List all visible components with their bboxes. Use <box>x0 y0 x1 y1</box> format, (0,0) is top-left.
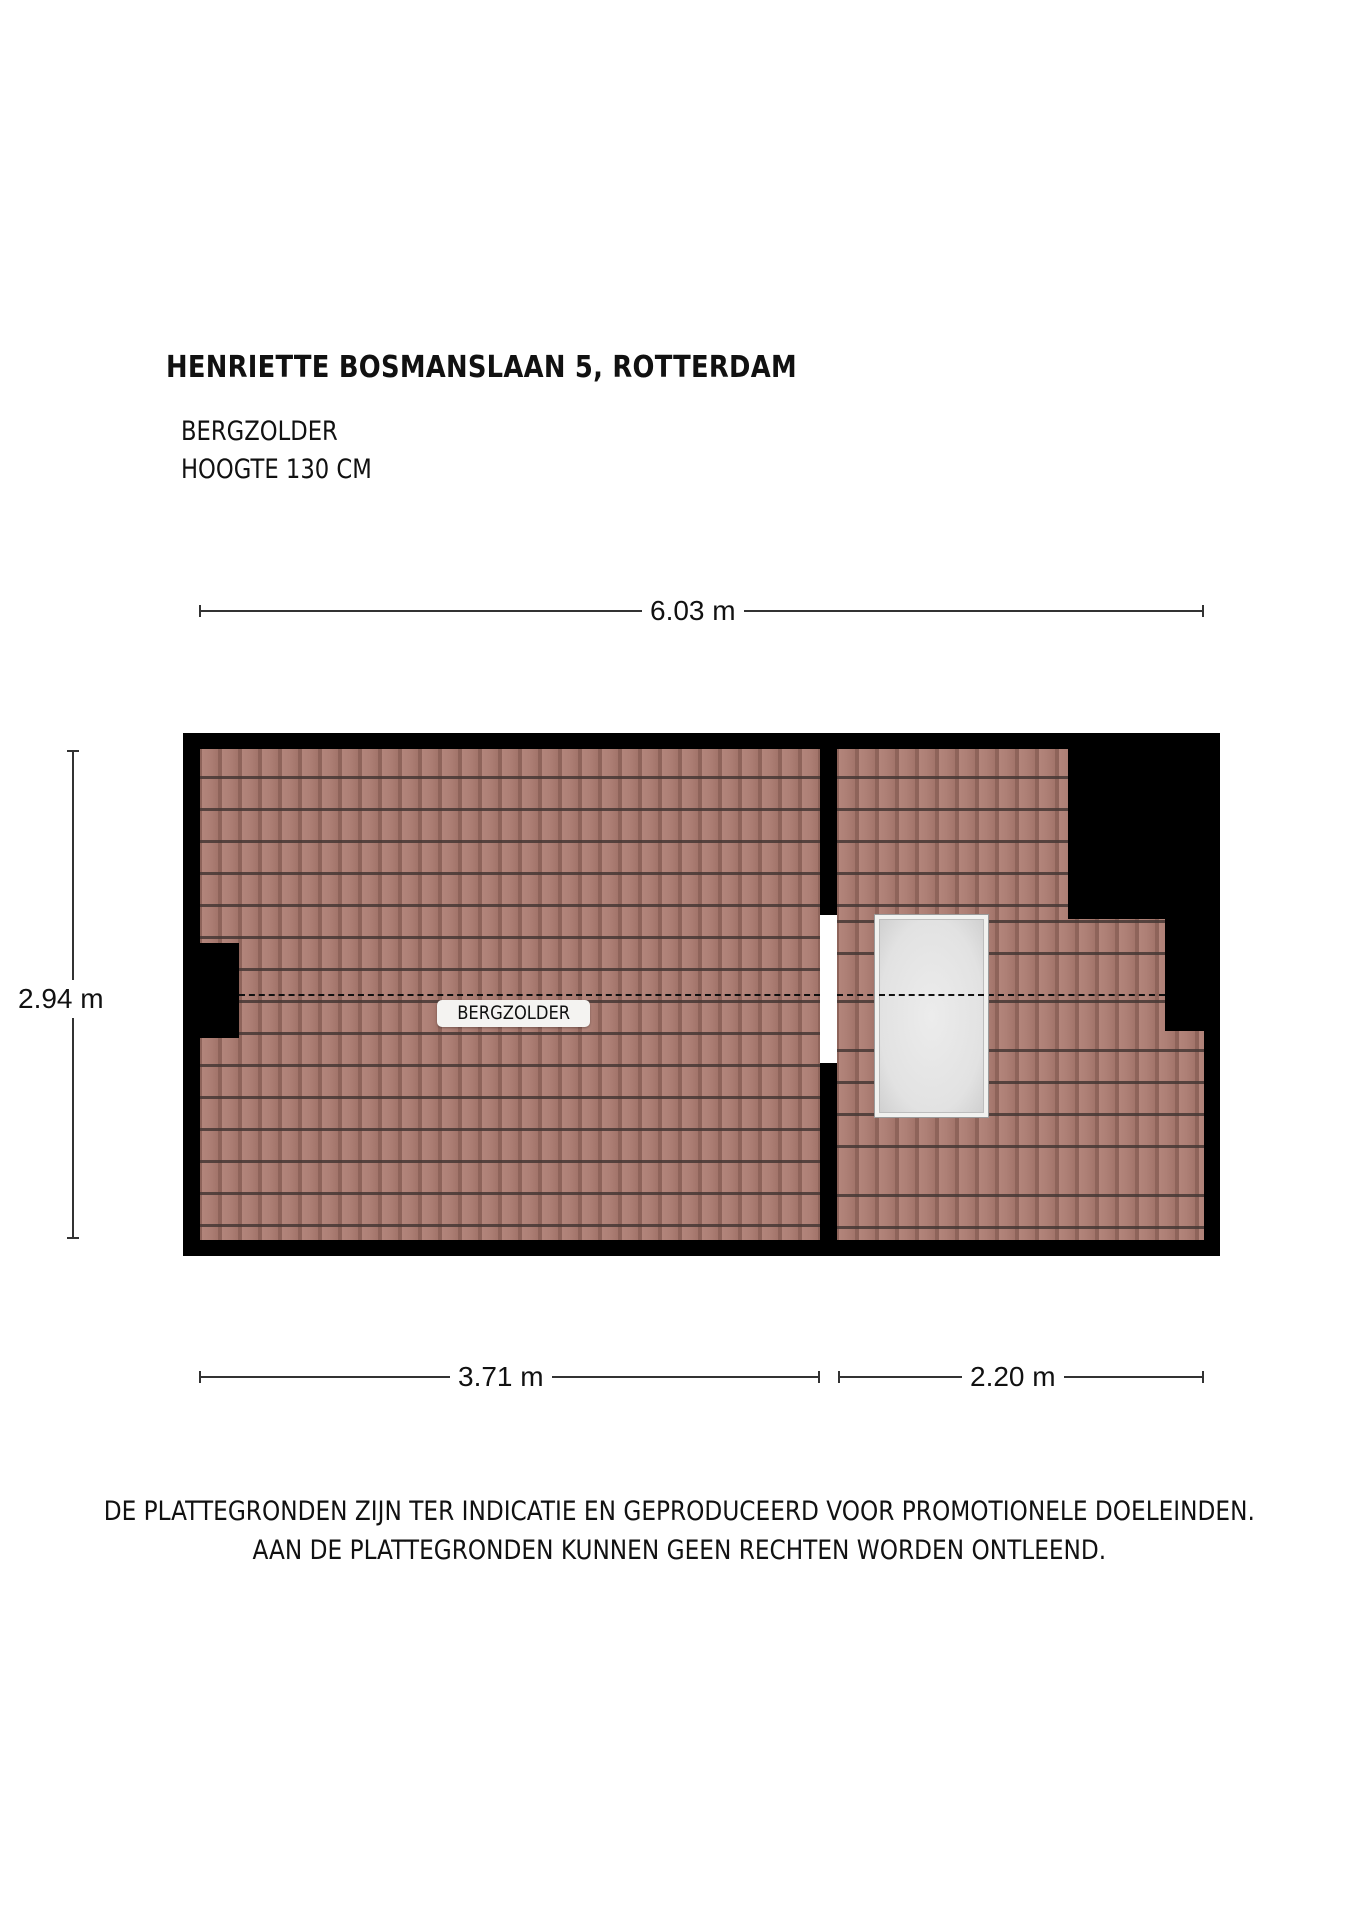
room-label-bergzolder <box>437 1000 590 1027</box>
disclaimer-text-1: DE PLATTEGRONDEN ZIJN TER INDICATIE EN GEPRODUCEERD VOOR PROMOTIONELE DOELEINDEN. <box>103 1496 1255 1527</box>
height-note: HOOGTE 130 CM <box>181 454 372 485</box>
ridge-line-skylight <box>879 994 984 996</box>
roof-tiles-right-upper <box>837 749 1068 919</box>
ridge-line-left <box>239 994 820 996</box>
left-wall-notch <box>200 943 239 1038</box>
address-title: HENRIETTE BOSMANSLAAN 5, ROTTERDAM <box>166 350 797 385</box>
skylight <box>875 915 988 1117</box>
total-width-label: 6.03 m <box>642 596 744 626</box>
left-section-width-label: 3.71 m <box>450 1362 552 1392</box>
right-section-width-label: 2.20 m <box>962 1362 1064 1392</box>
disclaimer-text-2: AAN DE PLATTEGRONDEN KUNNEN GEEN RECHTEN WORDEN ONTLEEND. <box>252 1535 1106 1566</box>
floor-plan <box>183 733 1220 1256</box>
room-label-text: BERGZOLDER <box>457 1002 570 1024</box>
height-label: 2.94 m <box>14 980 108 1018</box>
doorway <box>820 915 837 1063</box>
disclaimer-line-2 <box>0 1535 1358 1566</box>
floor-name: BERGZOLDER <box>181 416 338 447</box>
disclaimer-line-1 <box>0 1496 1358 1527</box>
